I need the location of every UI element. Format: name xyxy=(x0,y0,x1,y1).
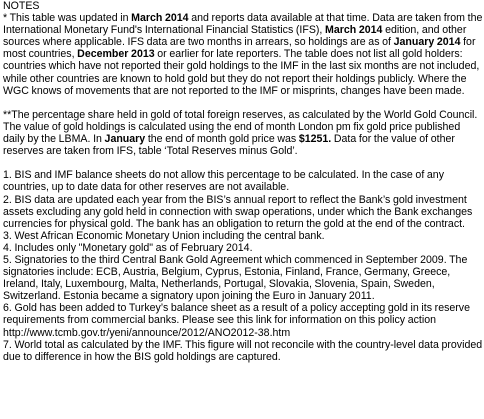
note-bold-date: March 2014 xyxy=(131,12,189,25)
numbered-note-6: 6. Gold has been added to Turkey’s balance sheet as a result of a policy accepting gold in its reserve requirements from commercial banks. Please see this link for information on this policy action http://www.tcmb.gov.tr/yeni/announce/2012/ANO2012-38.htm xyxy=(3,302,470,339)
note-text: Data for the value of other reserves are taken from IFS, table ‘Total Reserves minus Gold’. xyxy=(3,133,455,158)
note-text: and reports data available at that time. Data are taken from the International Monetary Fund's International Financial Statistics (IFS), xyxy=(3,12,483,37)
note-bold-price: $1251. xyxy=(298,133,332,146)
note-text: edition, and other sources where applicable. IFS data are two months in arrears, so holdings are as of xyxy=(3,24,467,49)
numbered-note-2: 2. BIS data are updated each year from the BIS’s annual report to reflect the Bank’s gold investment assets excluding any gold held in connection with swap operations, under which the Bank exchanges currencies for physical gold. The bank has an obligation to return the gold at the end of the contract. xyxy=(3,193,473,230)
note-bold-month: January xyxy=(104,133,146,146)
note-single-asterisk xyxy=(3,12,483,97)
paragraph-gap xyxy=(3,157,483,169)
note-bold-date: March 2014 xyxy=(325,24,383,37)
note-bold-date: January 2014 xyxy=(393,36,461,49)
note-text: * This table was updated in xyxy=(3,12,132,25)
note-text: **The percentage share held in gold of total foreign reserves, as calculated by the World Gold Council. The value of gold holdings is calculated using the end of month London pm fix gold price published daily by the LBMA. In xyxy=(3,108,478,146)
notes-heading: NOTES xyxy=(3,0,40,12)
note-bold-date: December 2013 xyxy=(77,48,155,61)
numbered-note-7: 7. World total as calculated by the IMF. This figure will not reconcile with the country-level data provided due to difference in how the BIS gold holdings are captured. xyxy=(3,338,483,363)
note-text: for most countries, xyxy=(3,36,476,61)
numbered-note-4: 4. Includes only "Monetary gold" as of February 2014. xyxy=(3,241,253,254)
note-text: or earlier for late reporters. The table does not list all gold holders: countries which have not reported their gold holdings to the IMF in the last six months are not included, while other countries are known to hold gold but they do not report their holdings publicly. Where the WGC knows of movements that are not reported to the IMF or misprints, changes have been made. xyxy=(3,48,480,97)
note-double-asterisk xyxy=(3,109,483,157)
notes-document xyxy=(3,0,483,363)
numbered-note-5: 5. Signatories to the third Central Bank Gold Agreement which commenced in September 2009. The signatories include: ECB, Austria, Belgium, Cyprus, Estonia, Finland, France, Germany, Greece, Ireland, Italy, Luxembourg, Malta, Netherlands, Portugal, Slovakia, Slovenia, Spain, Sweden, Switzerland. Estonia became a signatory upon joining the Euro in January 2011. xyxy=(3,253,468,303)
numbered-note-3: 3. West African Economic Monetary Union including the central bank. xyxy=(3,229,325,242)
note-text: the end of month gold price was xyxy=(145,133,299,146)
numbered-note-1: 1. BIS and IMF balance sheets do not allow this percentage to be calculated. In the case of any countries, up to date data for other reserves are not available. xyxy=(3,169,444,194)
paragraph-gap xyxy=(3,97,483,109)
